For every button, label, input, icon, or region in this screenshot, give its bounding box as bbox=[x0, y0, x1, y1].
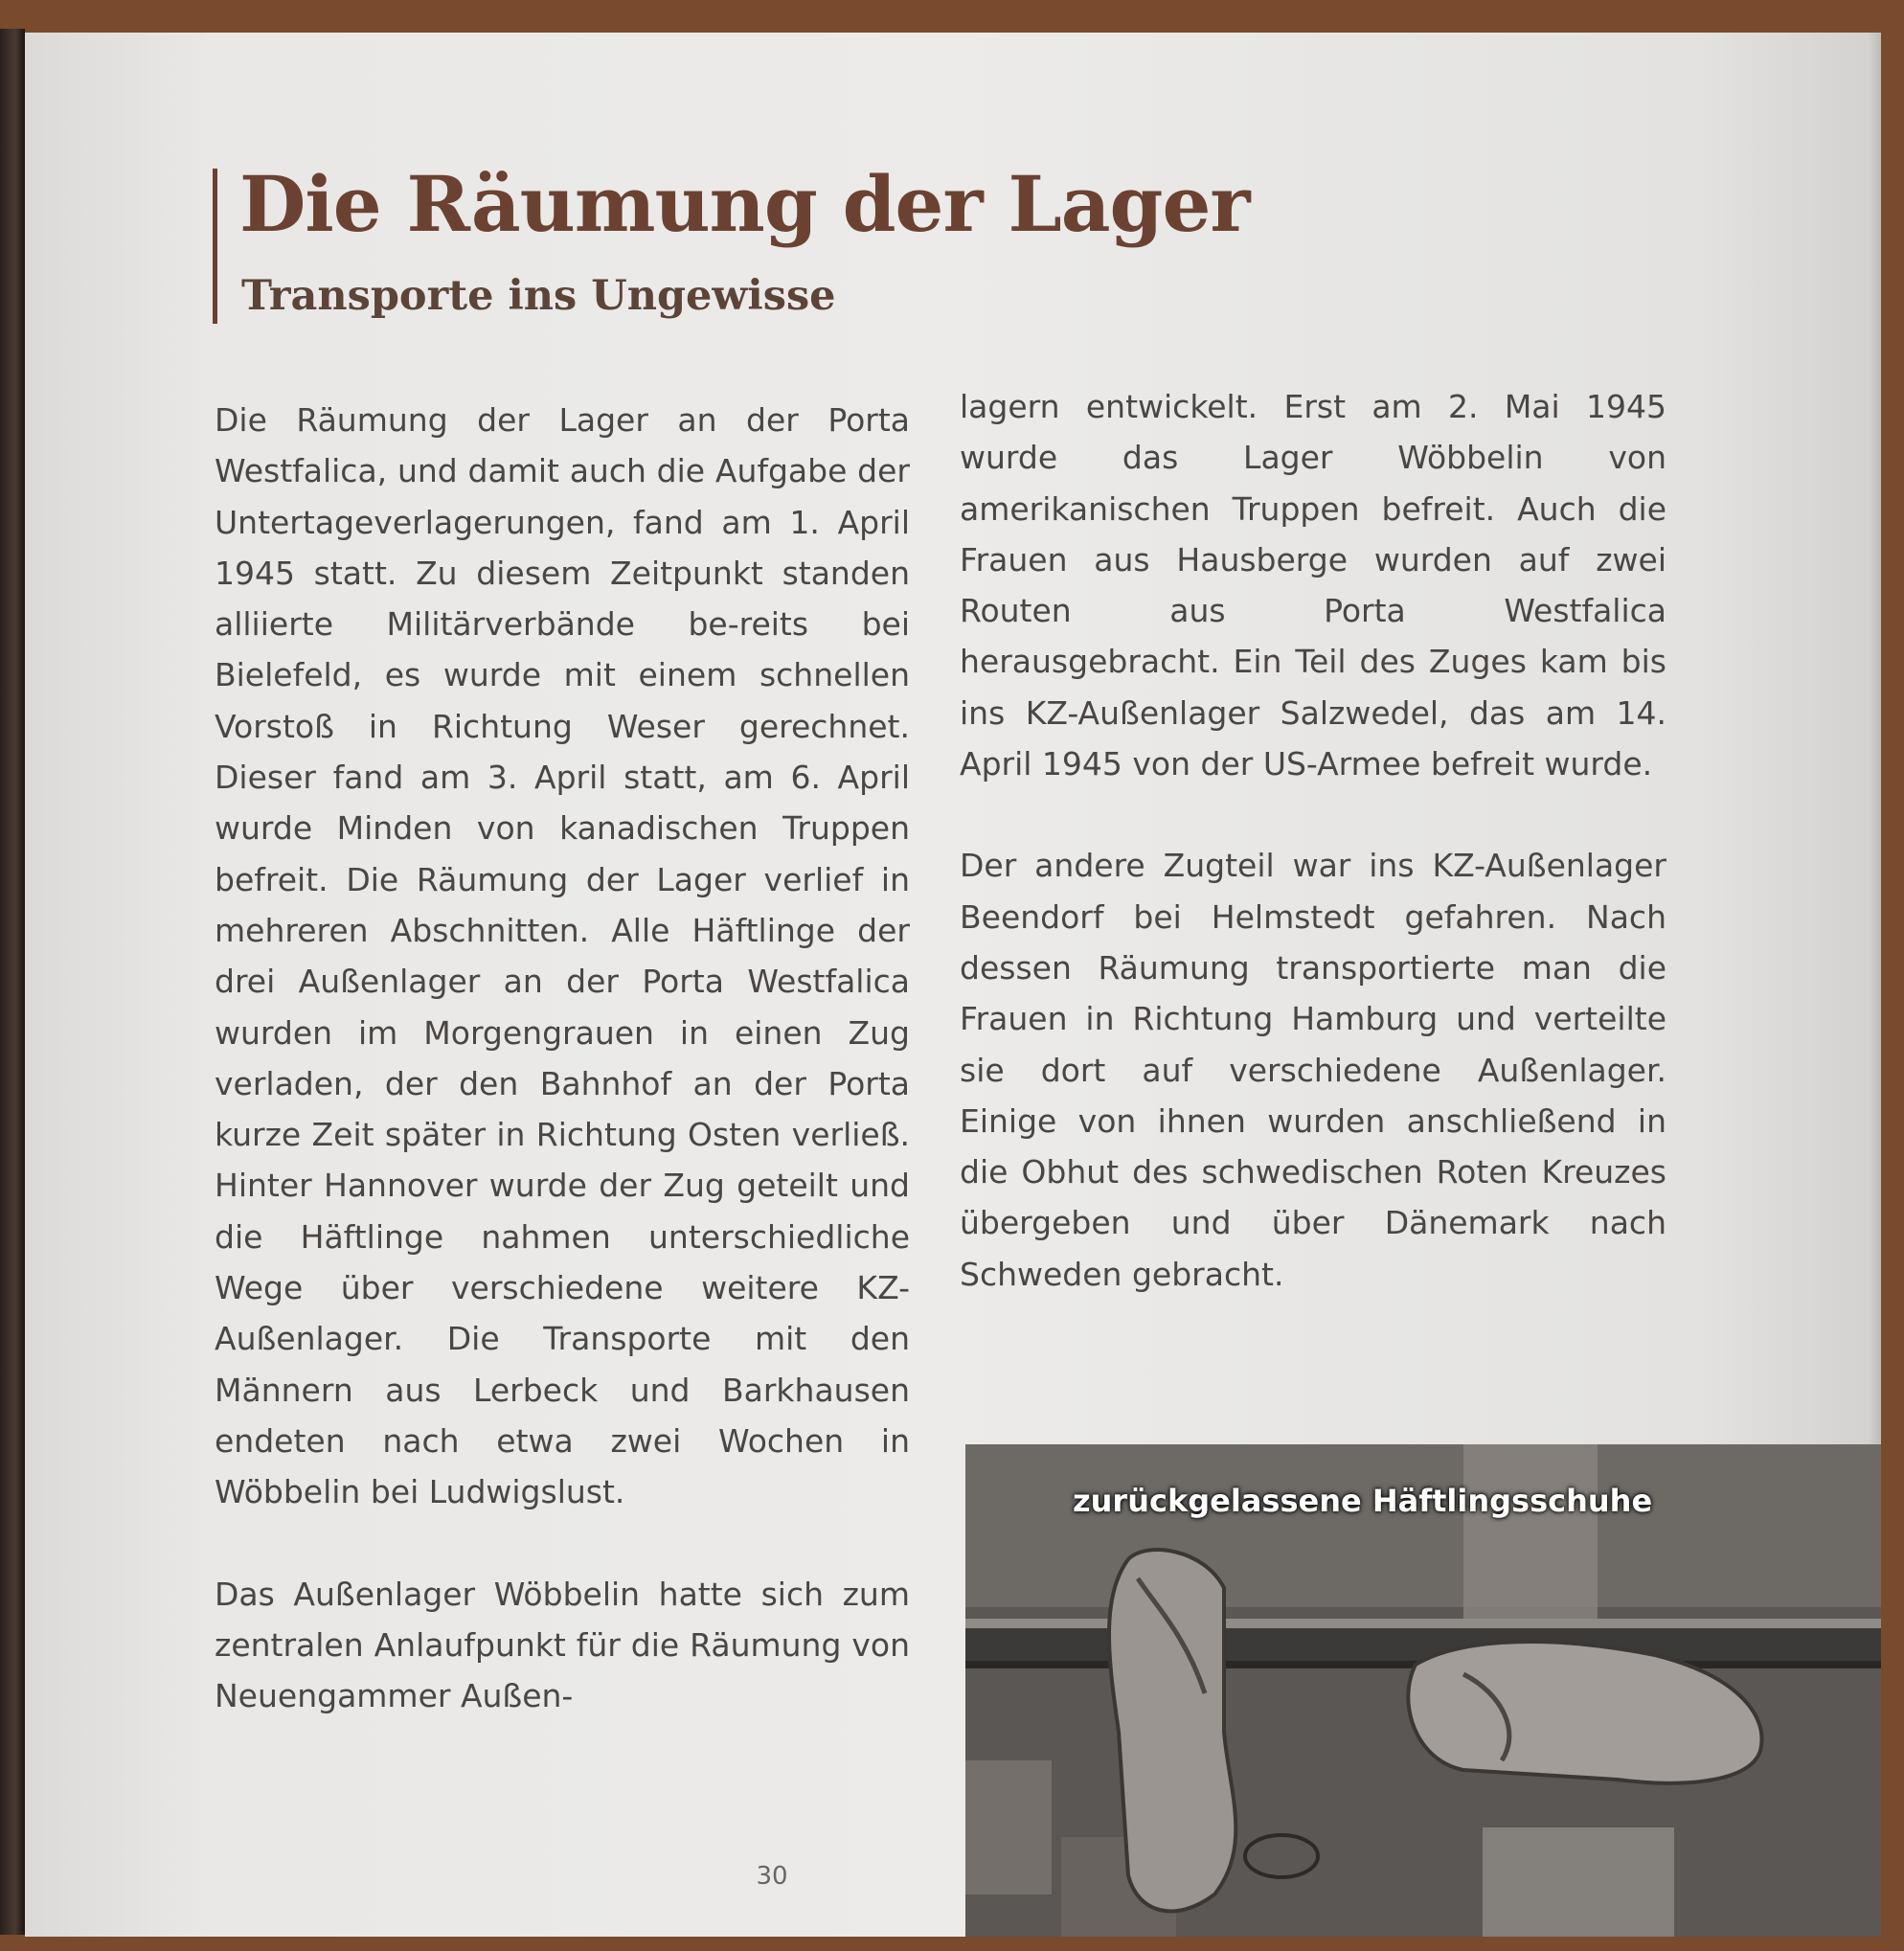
book-binding bbox=[0, 29, 25, 1935]
photo-caption: zurückgelassene Häftlingsschuhe bbox=[1073, 1483, 1653, 1519]
page-title: Die Räumung der Lager bbox=[239, 159, 1250, 249]
page-subtitle: Transporte ins Ungewisse bbox=[241, 272, 836, 320]
photo-prisoner-shoes bbox=[965, 1444, 1881, 1937]
left-text-column bbox=[215, 395, 910, 1721]
paragraph: Das Außenlager Wöbbelin hatte sich zum zentralen Anlaufpunkt für die Räumung von Neuengammer Außen- bbox=[215, 1575, 910, 1715]
book-page bbox=[25, 33, 1881, 1937]
paragraph: Die Räumung der Lager an der Porta Westfalica, und damit auch die Aufgabe der Untertageverlagerungen, fand am 1. April 1945 statt. Zu diesem Zeitpunkt standen alliierte Militärverbände be-reits bei Bielefeld, es wurde mit einem schnellen Vorstoß in Richtung Weser gerechnet. Dieser fand am 3. April statt, am 6. April wurde Minden von kanadischen Truppen befreit. Die Räumung der Lager verlief in mehreren Abschnitten. Alle Häftlinge der drei Außenlager an der Porta Westfalica wurden im Morgengrauen in einen Zug verladen, der den Bahnhof an der Porta kurze Zeit später in Richtung Osten verließ. Hinter Hannover wurde der Zug geteilt und die Häftlinge nahmen unterschiedliche Wege über verschiedene weitere KZ-Außenlager. Die Transporte mit den Männern aus Lerbeck und Barkhausen endeten nach etwa zwei Wochen in Wöbbelin bei Ludwigslust. bbox=[215, 401, 910, 1511]
right-text-column bbox=[960, 381, 1666, 1300]
paragraph: Der andere Zugteil war ins KZ-Außenlager Beendorf bei Helmstedt gefahren. Nach dessen Räumung transportierte man die Frauen in Richtung Hamburg und verteilte sie dort auf verschiedene Außenlager. Einige von ihnen wurden anschließend in die Obhut des schwedischen Roten Kreuzes übergeben und über Dänemark nach Schweden gebracht. bbox=[960, 847, 1666, 1293]
paragraph: lagern entwickelt. Erst am 2. Mai 1945 wurde das Lager Wöbbelin von amerikanischen Truppen befreit. Auch die Frauen aus Hausberge wurden auf zwei Routen aus Porta Westfalica herausgebracht. Ein Teil des Zuges kam bis ins KZ-Außenlager Salzwedel, das am 14. April 1945 von der US-Armee befreit wurde. bbox=[960, 388, 1666, 783]
page-number: 30 bbox=[756, 1862, 788, 1891]
heading-accent-bar bbox=[213, 169, 217, 324]
